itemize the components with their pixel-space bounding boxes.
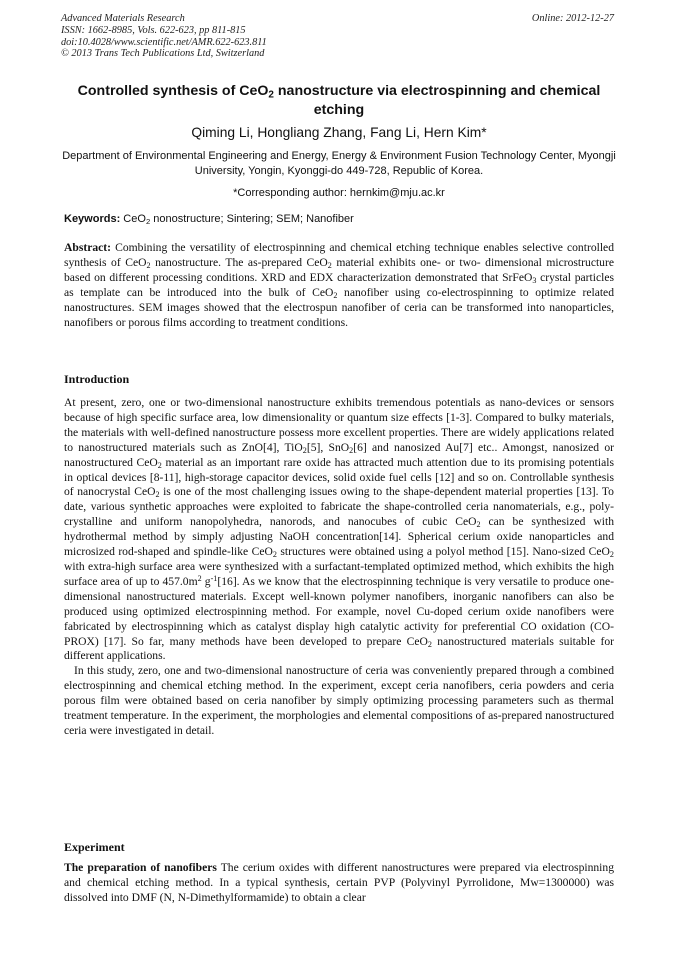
intro-text: [16]. As we know that the electrospinning technique is very versatile to produce one-dimensional nanostructured materials. Except well-known polymer nanofibers, inorganic nanofibers can also be produced using optimized electrospinning method. For example, novel Cu-doped cerium oxide nanofibers were fabricated by electrospinning which as catalyst display high catalytic activity for preferential CO oxidation (CO-PROX) [17]. So far, many methods have been developed to prepare CeO (64, 574, 614, 648)
abstract-text: crystal particles as template can be introduced into the bulk of CeO (64, 270, 614, 299)
keywords-text-1: CeO (120, 213, 146, 225)
subscript: 2 (302, 445, 307, 455)
intro-paragraph-1 (64, 396, 614, 664)
online-date: Online: 2012-12-27 (531, 13, 614, 24)
title-text-2: nanostructure via electrospinning and chemical etching (273, 83, 601, 118)
intro-text: can be synthesized with hydrothermal method by simply adjusting NaOH concentration[14]. Spherical cerium oxide nanoparticles and microsized rod-shaped and spindle-like CeO (64, 515, 614, 559)
introduction-heading: Introduction (64, 372, 130, 386)
keywords-subscript: 2 (145, 216, 151, 226)
subscript: 2 (333, 290, 338, 300)
title-subscript: 2 (268, 89, 274, 101)
issn-line: ISSN: 1662-8985, Vols. 622-623, pp 811-815 (61, 24, 246, 36)
keywords-text-2: nonostructure; Sintering; SEM; Nanofiber (150, 213, 354, 225)
journal-name: Advanced Materials Research (61, 13, 185, 24)
keywords (64, 212, 614, 226)
intro-text: At present, zero, one or two-dimensional nanostructure exhibits tremendous potentials as nano-devices or sensors because of high specific surface area, low dimensionality or quantum size effects [1-3]. Compared to bulky materials, the materials with well-defined nanostructure possess more excellent properties. There are widely applications related to nanostructured materials such as ZnO[4], TiO (64, 396, 614, 454)
subscript: 2 (272, 550, 277, 560)
experiment-body (64, 861, 614, 906)
abstract-text: nanofiber using co-electrospinning to optimize related nanostructures. SEM images showed that the electrospun nanofiber of ceria can be transformed into nanoparticles, nanofibers or porous films according to treatment conditions. (64, 285, 614, 329)
subscript: 2 (427, 639, 432, 649)
intro-text: is one of the most challenging issues owing to the shape-dependent material properties [13]. To date, various synthetic approaches were exploited to fabricate the shape-controlled ceria nanomaterials, e.g., poly-crystalline and uniform nanopolyhedra, nanorods, and nanocubes of cubic CeO (64, 485, 614, 529)
abstract (64, 241, 614, 330)
intro-text: material as an important rare oxide has attracted much attention due to its promising potentials in optical devices [8-11], high-storage capacitor devices, solid oxide fuel cells [12] and so on. Controllable synthesis of nanocrystal CeO (64, 455, 614, 499)
intro-text: g (201, 574, 211, 588)
abstract-text: nanostructure. The as-prepared CeO (150, 255, 328, 269)
subscript: 2 (327, 260, 332, 270)
subscript: 2 (157, 460, 162, 470)
intro-text: structures were obtained using a polyol method [15]. Nano-sized CeO (276, 545, 610, 559)
experiment-subheading: The preparation of nanofibers (64, 861, 217, 874)
journal-header (61, 13, 614, 60)
intro-text: nanostructured materials suitable for different applications. (64, 634, 614, 663)
affiliation: Department of Environmental Engineering and Energy, Energy & Environment Fusion Technology Center, Myongji University, Yongin, Kyonggi-do 449-728, Republic of Korea. (62, 150, 616, 177)
abstract-text: material exhibits one- or two- dimensional microstructure based on different processing conditions. XRD and EDX characterization demonstrated that SrFeO (64, 255, 614, 284)
intro-text: [5], SnO (306, 440, 350, 454)
superscript: -1 (210, 573, 218, 583)
subscript: 2 (155, 490, 160, 500)
superscript: 2 (197, 573, 202, 583)
doi-line: doi:10.4028/www.scientific.net/AMR.622-623.811 (61, 36, 267, 48)
keywords-label: Keywords: (64, 213, 121, 225)
subscript: 2 (609, 550, 614, 560)
corresponding-author: *Corresponding author: hernkim@mju.ac.kr (233, 187, 445, 199)
title-text-1: Controlled synthesis of CeO (77, 83, 269, 99)
abstract-label: Abstract: (64, 241, 112, 254)
author-list: Qiming Li, Hongliang Zhang, Fang Li, Hern Kim* (191, 125, 487, 140)
experiment-text: The cerium oxides with different nanostructures were prepared via electrospinning and chemical etching method. In a typical synthesis, certain PVP (Polyvinyl Pyrrolidone, Mw=1300000) was dissolved into DMF (N, N-Dimethylformamide) to obtain a clear (64, 861, 614, 904)
paper-title (60, 82, 618, 120)
intro-text: [6] and nanosized Au[7] etc.. Amongst, nanosized or nanostructured CeO (64, 440, 614, 469)
subscript: 2 (349, 445, 354, 455)
intro-text: with extra-high surface area were synthesized with a surfactant-templated optimized method, which exhibits the high surface area of up to 457.0m (64, 559, 614, 588)
subscript: 3 (532, 275, 537, 285)
introduction-body (64, 396, 614, 739)
abstract-text: Combining the versatility of electrospinning and chemical etching technique enables selective controlled synthesis of CeO (64, 241, 614, 269)
copyright-line: © 2013 Trans Tech Publications Ltd, Switzerland (61, 48, 265, 60)
intro-paragraph-2: In this study, zero, one and two-dimensional nanostructure of ceria was conveniently prepared through a combined electrospinning and chemical etching method. In the experiment, except ceria nanofibers, ceria powders and ceria porous film were obtained based on ceria nanofiber by simply optimizing processing parameters such as thermal treatment temperature. In the experiment, the morphologies and elemental compositions of as-prepared nanostructured ceria were investigated in detail. (64, 664, 614, 737)
subscript: 2 (476, 520, 481, 530)
subscript: 2 (146, 260, 151, 270)
experiment-heading: Experiment (64, 840, 125, 854)
